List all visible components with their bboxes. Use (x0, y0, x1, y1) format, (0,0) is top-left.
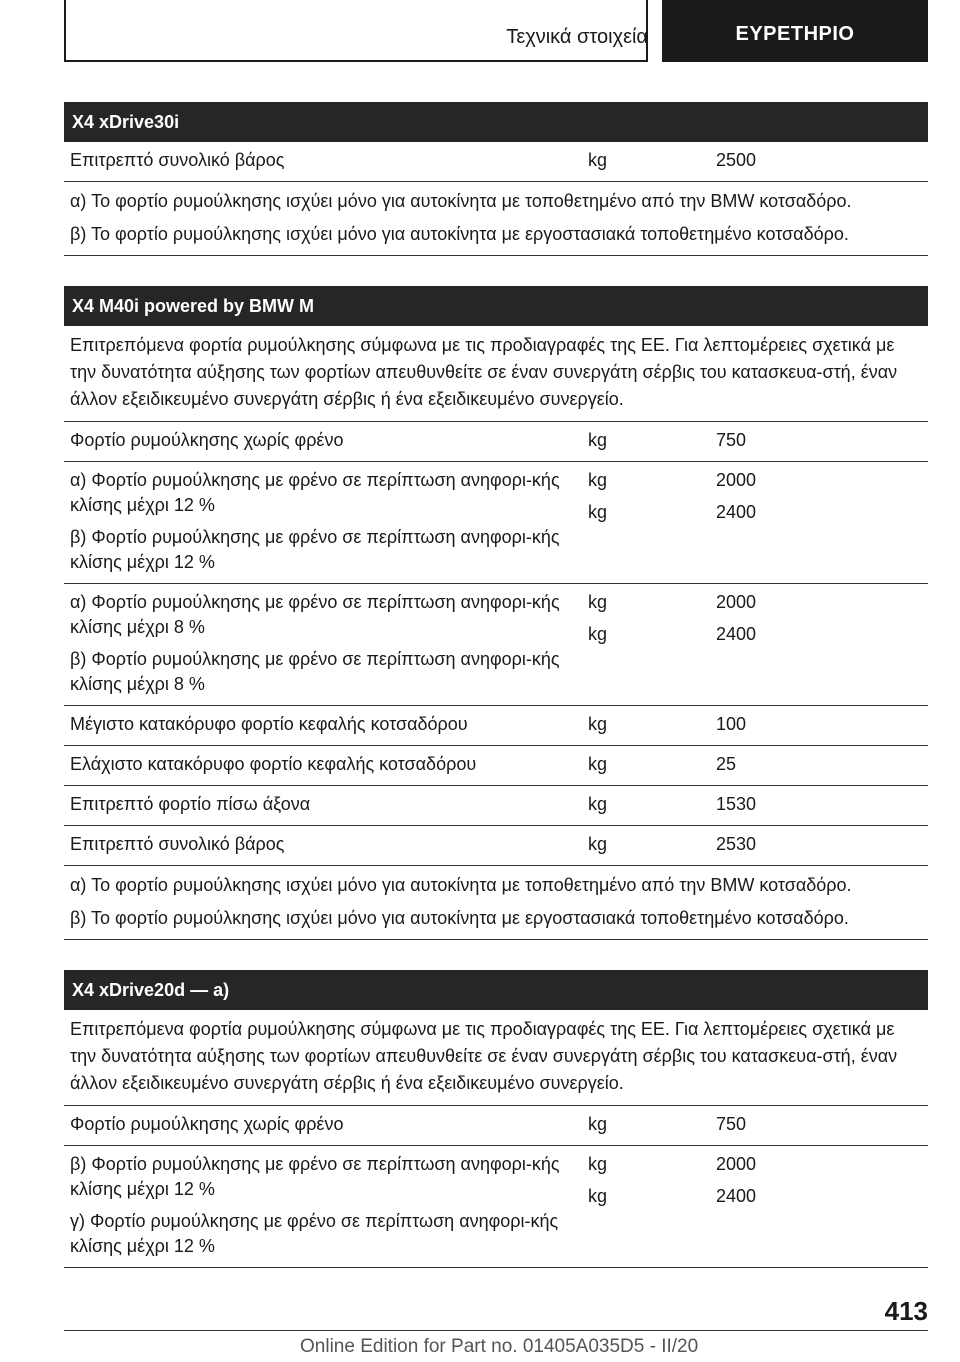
tab-index[interactable]: ΕΥΡΕΤΗΡΙΟ (662, 0, 928, 62)
page-header (0, 0, 960, 66)
row-label: Φορτίο ρυμούλκησης χωρίς φρένο (70, 1114, 344, 1134)
row-unit-a: kg (588, 470, 608, 490)
row-unit-b: kg (588, 502, 608, 522)
table-row (64, 584, 928, 706)
row-label: Ελάχιστο κατακόρυφο φορτίο κεφαλής κοτσαδόρου (70, 754, 477, 774)
row-label: Επιτρεπτό φορτίο πίσω άξονα (70, 794, 311, 814)
table-row (64, 786, 928, 826)
row-value: 750 (716, 1114, 747, 1134)
table-row (64, 422, 928, 462)
footnote-a: α) Το φορτίο ρυμούλκησης ισχύει μόνο για αυτοκίνητα με τοποθετημένο από την BMW κοτσαδόρο. (70, 875, 852, 895)
section-intro: Επιτρεπόμενα φορτία ρυμούλκησης σύμφωνα με τις προδιαγραφές της ΕΕ. Για λεπτομέρειες σχετικά με την δυνατότητα αύξησης των φορτίων απευθυνθείτε σε έναν συνεργάτη σέρβις του κατασκευα-στή, έναν άλλον εξειδικευμένο συνεργάτη σέρβις ή ένα εξειδικευμένο συνεργείο. (64, 326, 928, 422)
row-label-a: α) Φορτίο ρυμούλκησης με φρένο σε περίπτωση ανηφορι-κής κλίσης μέχρι 8 % (70, 592, 560, 637)
section-x4-xdrive30i (64, 102, 928, 256)
row-value: 750 (716, 430, 747, 450)
row-label-a: β) Φορτίο ρυμούλκησης με φρένο σε περίπτωση ανηφορι-κής κλίσης μέχρι 12 % (70, 1154, 560, 1199)
edition-text: Online Edition for Part no. 01405A035D5 - II/20 (300, 1336, 699, 1357)
row-unit: kg (588, 150, 608, 170)
row-unit: kg (588, 794, 608, 814)
section-title: X4 M40i powered by BMW M (64, 286, 928, 326)
row-unit: kg (588, 430, 608, 450)
footnotes (64, 866, 928, 940)
row-label: Επιτρεπτό συνολικό βάρος (70, 834, 285, 854)
row-value-b: 2400 (716, 624, 757, 644)
row-label: Επιτρεπτό συνολικό βάρος (70, 150, 285, 170)
row-value: 25 (716, 754, 737, 774)
table-row (64, 462, 928, 584)
table-row (64, 1106, 928, 1146)
row-value: 2530 (716, 834, 757, 854)
section-x4-xdrive20d (64, 970, 928, 1268)
row-value-a: 2000 (716, 1154, 757, 1174)
section-x4-m40i (64, 286, 928, 940)
row-unit-b: kg (588, 1186, 608, 1206)
row-value-b: 2400 (716, 1186, 757, 1206)
row-value-b: 2400 (716, 502, 757, 522)
table-row (64, 142, 928, 182)
footnote-b: β) Το φορτίο ρυμούλκησης ισχύει μόνο για αυτοκίνητα με εργοστασιακά τοποθετημένο κοτσαδόρο. (70, 224, 849, 244)
table-row (64, 1146, 928, 1268)
footnote-a: α) Το φορτίο ρυμούλκησης ισχύει μόνο για αυτοκίνητα με τοποθετημένο από την BMW κοτσαδόρο. (70, 191, 852, 211)
table-row (64, 746, 928, 786)
row-value-a: 2000 (716, 592, 757, 612)
row-unit: kg (588, 714, 608, 734)
page-content (64, 102, 928, 1298)
row-value: 100 (716, 714, 747, 734)
row-label-b: γ) Φορτίο ρυμούλκησης με φρένο σε περίπτωση ανηφορι-κής κλίσης μέχρι 12 % (70, 1211, 559, 1256)
row-unit: kg (588, 754, 608, 774)
footnotes (64, 182, 928, 256)
tab-technical-data[interactable]: Τεχνικά στοιχεία (506, 26, 648, 48)
page-number: 413 (884, 1296, 928, 1326)
section-title: X4 xDrive30i (64, 102, 928, 142)
row-label: Μέγιστο κατακόρυφο φορτίο κεφαλής κοτσαδόρου (70, 714, 468, 734)
footer-divider (64, 1330, 928, 1331)
row-label-b: β) Φορτίο ρυμούλκησης με φρένο σε περίπτωση ανηφορι-κής κλίσης μέχρι 8 % (70, 649, 560, 694)
row-unit-a: kg (588, 1154, 608, 1174)
section-title: X4 xDrive20d — a) (64, 970, 928, 1010)
row-label-a: α) Φορτίο ρυμούλκησης με φρένο σε περίπτωση ανηφορι-κής κλίσης μέχρι 12 % (70, 470, 560, 515)
row-value: 2500 (716, 150, 757, 170)
row-unit-a: kg (588, 592, 608, 612)
footnote-b: β) Το φορτίο ρυμούλκησης ισχύει μόνο για αυτοκίνητα με εργοστασιακά τοποθετημένο κοτσαδόρο. (70, 908, 849, 928)
row-value: 1530 (716, 794, 757, 814)
row-unit: kg (588, 1114, 608, 1134)
row-label-b: β) Φορτίο ρυμούλκησης με φρένο σε περίπτωση ανηφορι-κής κλίσης μέχρι 12 % (70, 527, 560, 572)
row-value-a: 2000 (716, 470, 757, 490)
row-label: Φορτίο ρυμούλκησης χωρίς φρένο (70, 430, 344, 450)
section-intro: Επιτρεπόμενα φορτία ρυμούλκησης σύμφωνα με τις προδιαγραφές της ΕΕ. Για λεπτομέρειες σχετικά με την δυνατότητα αύξησης των φορτίων απευθυνθείτε σε έναν συνεργάτη σέρβις του κατασκευα-στή, έναν άλλον εξειδικευμένο συνεργάτη σέρβις ή ένα εξειδικευμένο συνεργείο. (64, 1010, 928, 1106)
table-row (64, 826, 928, 866)
table-row (64, 706, 928, 746)
row-unit: kg (588, 834, 608, 854)
row-unit-b: kg (588, 624, 608, 644)
